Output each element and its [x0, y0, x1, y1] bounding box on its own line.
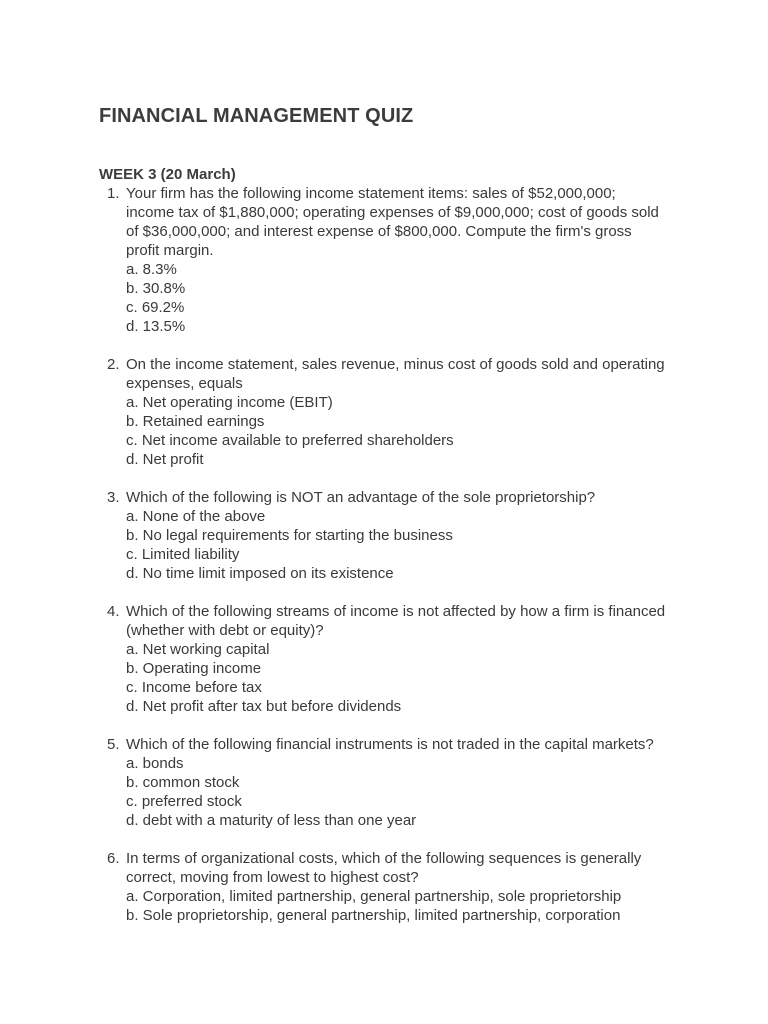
answer-option: a. Net operating income (EBIT)	[126, 394, 333, 411]
question-list	[0, 184, 768, 944]
question-item	[0, 355, 768, 469]
answer-option: a. bonds	[126, 755, 184, 772]
answer-option: b. common stock	[126, 774, 240, 791]
page-title: FINANCIAL MANAGEMENT QUIZ	[99, 105, 414, 127]
answer-option: a. None of the above	[126, 508, 266, 525]
question-text: Which of the following streams of income is not affected by how a firm is financed (whether with debt or equity)?	[126, 603, 666, 639]
answer-options	[126, 507, 768, 583]
answer-option: d. debt with a maturity of less than one year	[126, 812, 417, 829]
answer-options	[126, 393, 768, 469]
answer-option: d. No time limit imposed on its existence	[126, 565, 394, 582]
question-number: 3.	[107, 489, 120, 506]
answer-option: c. 69.2%	[126, 299, 185, 316]
question-item	[0, 602, 768, 716]
answer-option: b. 30.8%	[126, 280, 186, 297]
answer-options	[126, 640, 768, 716]
answer-option: a. 8.3%	[126, 261, 177, 278]
question-text: Which of the following financial instruments is not traded in the capital markets?	[126, 736, 654, 753]
question-item	[0, 735, 768, 830]
answer-option: b. Retained earnings	[126, 413, 265, 430]
answer-options	[126, 754, 768, 830]
answer-option: a. Corporation, limited partnership, general partnership, sole proprietorship	[126, 888, 622, 905]
week-heading: WEEK 3 (20 March)	[99, 166, 236, 183]
question-number: 5.	[107, 736, 120, 753]
answer-option: c. preferred stock	[126, 793, 242, 810]
answer-option: d. 13.5%	[126, 318, 186, 335]
answer-options	[126, 887, 768, 925]
question-text: On the income statement, sales revenue, minus cost of goods sold and operating expenses, equals	[126, 356, 665, 392]
answer-option: b. Sole proprietorship, general partnership, limited partnership, corporation	[126, 907, 621, 924]
question-number: 4.	[107, 603, 120, 620]
question-number: 6.	[107, 850, 120, 867]
answer-option: b. Operating income	[126, 660, 262, 677]
question-item	[0, 184, 768, 336]
question-item	[0, 488, 768, 583]
answer-option: c. Income before tax	[126, 679, 262, 696]
question-number: 1.	[107, 185, 120, 202]
answer-option: c. Limited liability	[126, 546, 240, 563]
answer-option: a. Net working capital	[126, 641, 270, 658]
question-number: 2.	[107, 356, 120, 373]
answer-option: b. No legal requirements for starting the business	[126, 527, 453, 544]
question-text: Your firm has the following income statement items: sales of $52,000,000; income tax of $1,880,000; operating expenses of $9,000,000; cost of goods sold of $36,000,000; and interest expense of $800,000. Compute the firm's gross profit margin.	[126, 185, 659, 259]
question-text: Which of the following is NOT an advantage of the sole proprietorship?	[126, 489, 596, 506]
answer-option: d. Net profit after tax but before dividends	[126, 698, 402, 715]
answer-option: c. Net income available to preferred shareholders	[126, 432, 454, 449]
question-text: In terms of organizational costs, which of the following sequences is generally correct, moving from lowest to highest cost?	[126, 850, 642, 886]
answer-options	[126, 260, 768, 336]
question-item	[0, 849, 768, 925]
answer-option: d. Net profit	[126, 451, 204, 468]
